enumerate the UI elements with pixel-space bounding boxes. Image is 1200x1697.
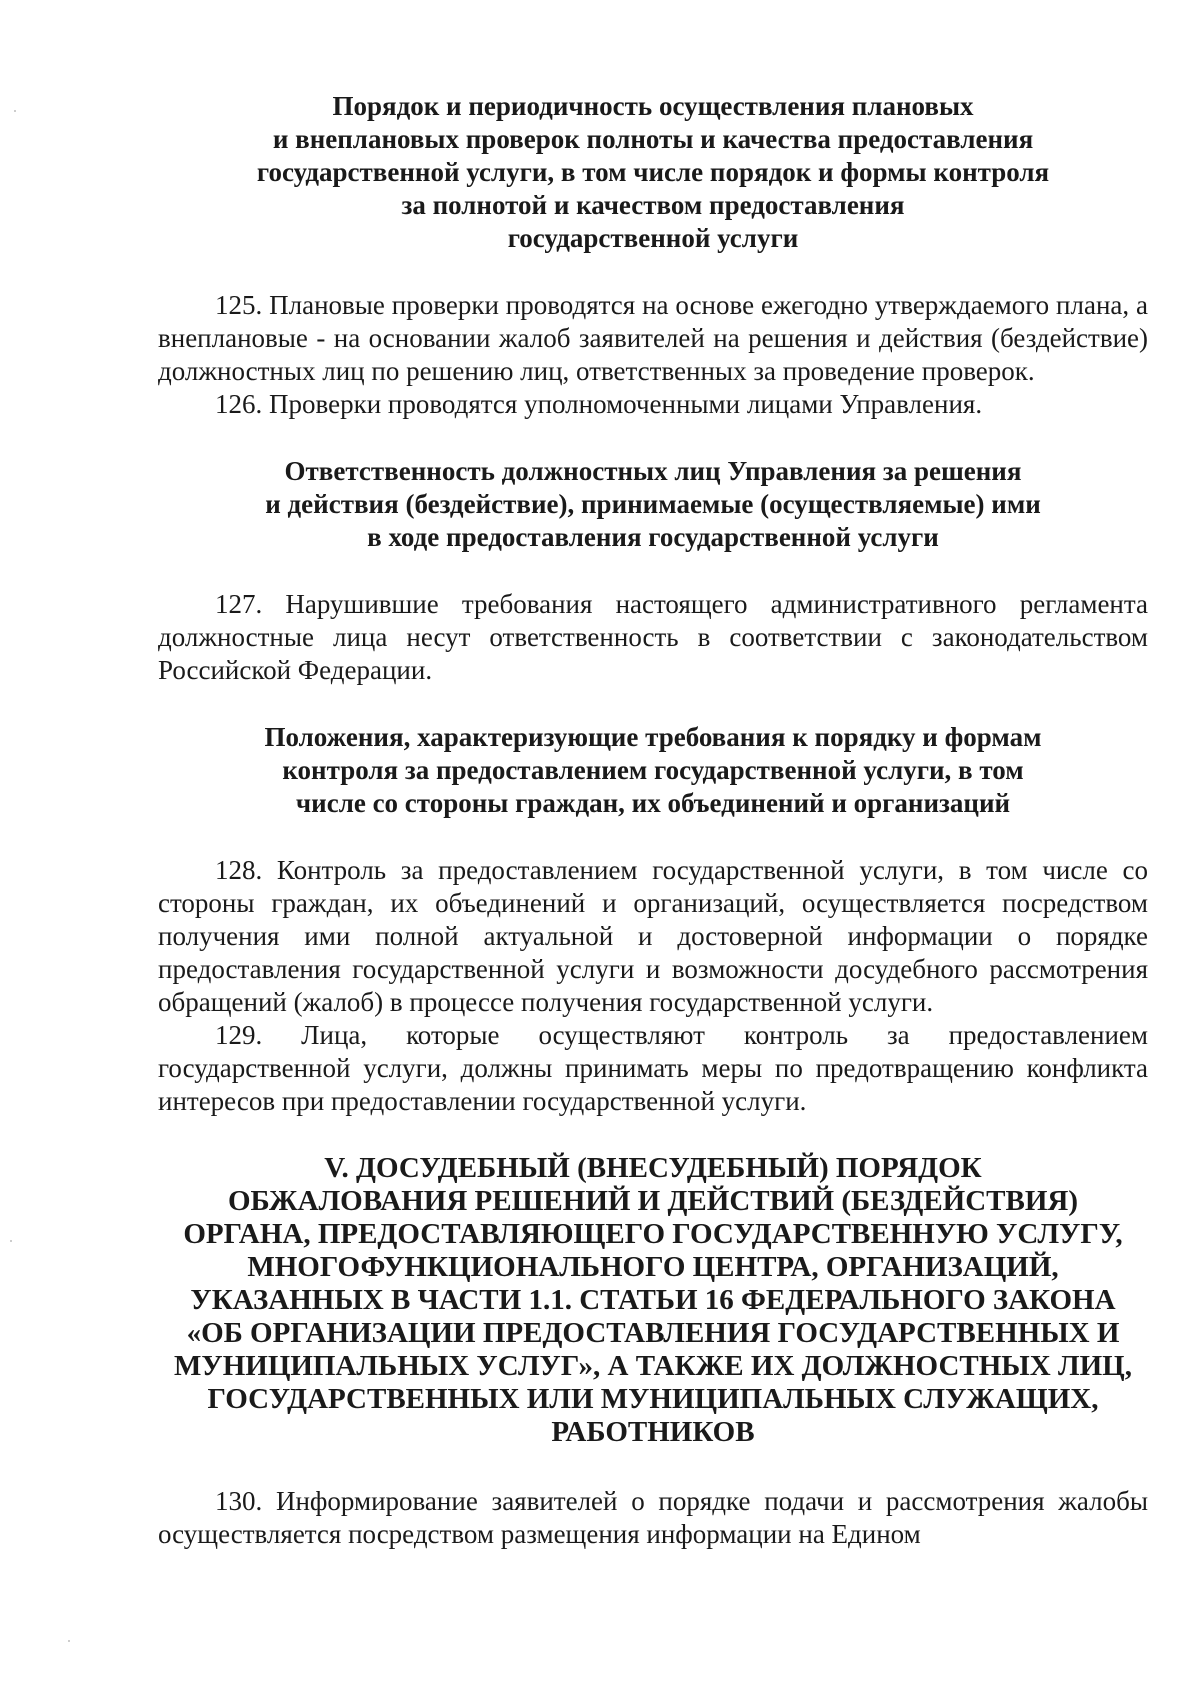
paragraph-126: 126. Проверки проводятся уполномоченными лицами Управления. <box>215 389 983 419</box>
section-heading-responsibility: Ответственность должностных лиц Управления за решения и действия (бездействие), принимаемые (осуществляемые) ими в ходе предоставления государственной услуги <box>265 456 1041 552</box>
document-body <box>158 90 1148 1585</box>
chapter-body-v <box>158 1485 1148 1551</box>
section-body-control-requirements <box>158 854 1148 1118</box>
section-heading-control-requirements: Положения, характеризующие требования к порядку и формам контроля за предоставлением государственной услуги, в том числе со стороны граждан, их объединений и организаций <box>264 722 1042 818</box>
scan-speck <box>14 110 16 112</box>
section-body-inspections <box>158 289 1148 421</box>
paragraph-129: 129. Лица, которые осуществляют контроль за предоставлением государственной услуги, должны принимать меры по предотвращению конфликта интересов при предоставлении государственной услуги. <box>158 1020 1148 1116</box>
paragraph-127: 127. Нарушившие требования настоящего административного регламента должностные лица несут ответственность в соответствии с законодательством Российской Федерации. <box>158 589 1148 685</box>
section-body-responsibility <box>158 588 1148 687</box>
scan-speck <box>68 1640 70 1642</box>
paragraph-125: 125. Плановые проверки проводятся на основе ежегодно утверждаемого плана, а внеплановые - на основании жалоб заявителей на решения и действия (бездействие) должностных лиц по решению лиц, ответственных за проведение проверок. <box>158 290 1148 386</box>
chapter-heading-v: V. ДОСУДЕБНЫЙ (ВНЕСУДЕБНЫЙ) ПОРЯДОК ОБЖАЛОВАНИЯ РЕШЕНИЙ И ДЕЙСТВИЙ (БЕЗДЕЙСТВИЯ) ОРГАНА, ПРЕДОСТАВЛЯЮЩЕГО ГОСУДАРСТВЕННУЮ УСЛУГУ, МНОГОФУНКЦИОНАЛЬНОГО ЦЕНТРА, ОРГАНИЗАЦИЙ, УКАЗАННЫХ В ЧАСТИ 1.1. СТАТЬИ 16 ФЕДЕРАЛЬНОГО ЗАКОНА «ОБ ОРГАНИЗАЦИИ ПРЕДОСТАВЛЕНИЯ ГОСУДАРСТВЕННЫХ И МУНИЦИПАЛЬНЫХ УСЛУГ», А ТАКЖЕ ИХ ДОЛЖНОСТНЫХ ЛИЦ, ГОСУДАРСТВЕННЫХ ИЛИ МУНИЦИПАЛЬНЫХ СЛУЖАЩИХ, РАБОТНИКОВ <box>174 1152 1132 1448</box>
section-heading-inspections: Порядок и периодичность осуществления плановых и внеплановых проверок полноты и качества предоставления государственной услуги, в том числе порядок и формы контроля за полнотой и качеством предоставления государственной услуги <box>256 91 1050 253</box>
paragraph-130: 130. Информирование заявителей о порядке подачи и рассмотрения жалобы осуществляется посредством размещения информации на Едином <box>158 1486 1148 1549</box>
paragraph-128: 128. Контроль за предоставлением государственной услуги, в том числе со стороны граждан, их объединений и организаций, осуществляется посредством получения ими полной актуальной и достоверной информации о порядке предоставления государственной услуги и возможности досудебного рассмотрения обращений (жалоб) в процессе получения государственной услуги. <box>158 855 1148 1017</box>
scan-speck <box>10 1240 12 1242</box>
